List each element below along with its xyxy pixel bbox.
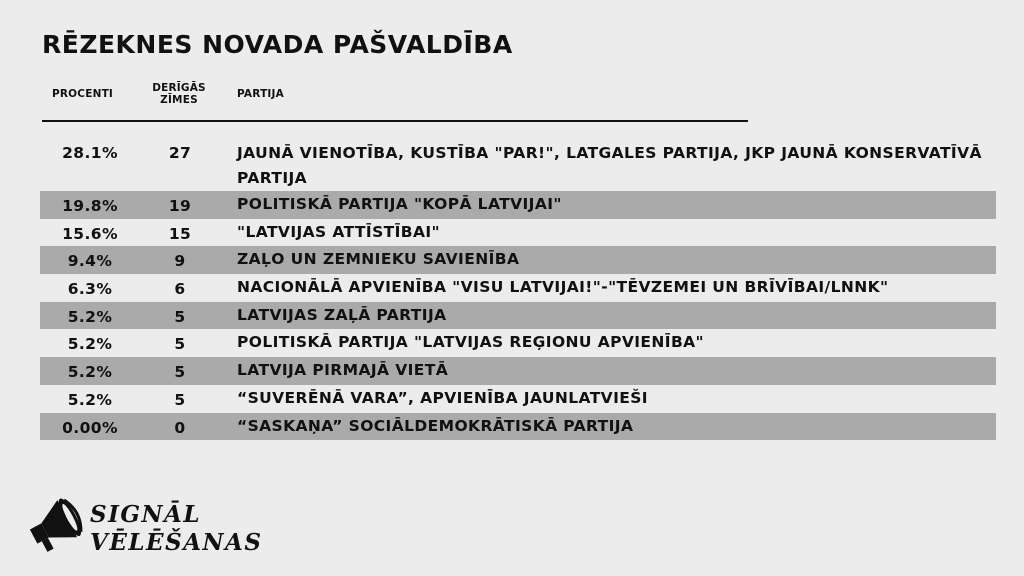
row-valid-votes: 9	[174, 252, 186, 271]
table-row	[40, 385, 996, 413]
row-party: LATVIJAS ZAĻĀ PARTIJA	[237, 305, 447, 324]
row-percent: 0.00%	[62, 418, 118, 437]
row-percent: 5.2%	[67, 335, 113, 354]
header-zimes-line2: ZĪMES	[160, 94, 198, 106]
row-valid-votes: 15	[168, 224, 192, 243]
row-percent: 9.4%	[67, 252, 113, 271]
row-party: ZAĻO UN ZEMNIEKU SAVIENĪBA	[237, 250, 520, 269]
signal-velesanas-logo	[26, 492, 263, 562]
row-valid-votes: 5	[174, 390, 186, 409]
row-valid-votes: 5	[174, 335, 186, 354]
row-valid-votes: 0	[174, 418, 186, 437]
table-row	[40, 357, 996, 385]
row-valid-votes: 6	[174, 280, 186, 299]
page-title: RĒZEKNES NOVADA PAŠVALDĪBA	[42, 30, 513, 59]
header-zimes-line1: DERĪGĀS	[152, 82, 206, 94]
row-percent: 19.8%	[62, 197, 118, 215]
table-row	[40, 140, 996, 191]
header-divider	[42, 120, 748, 122]
row-party: “SASKAŅA” SOCIĀLDEMOKRĀTISKĀ PARTIJA	[237, 416, 634, 435]
row-valid-votes: 5	[174, 307, 186, 326]
row-percent: 5.2%	[67, 390, 113, 409]
row-percent: 28.1%	[62, 144, 118, 162]
table-row	[40, 246, 996, 274]
row-party: LATVIJA PIRMAJĀ VIETĀ	[237, 361, 449, 380]
header-derigas-zimes	[148, 82, 210, 106]
row-percent: 5.2%	[67, 363, 113, 382]
row-valid-votes: 27	[168, 144, 192, 162]
table-row	[40, 302, 996, 330]
table-row	[40, 274, 996, 302]
row-party: JAUNĀ VIENOTĪBA, KUSTĪBA "PAR!", LATGALES PARTIJA, JKP JAUNĀ KONSERVATĪVĀ PARTIJA	[237, 144, 982, 187]
row-percent: 15.6%	[62, 224, 118, 243]
row-party: NACIONĀLĀ APVIENĪBA "VISU LATVIJAI!"-"TĒVZEMEI UN BRĪVĪBAI/LNNK"	[237, 278, 889, 297]
table-row	[40, 219, 996, 247]
row-party: POLITISKĀ PARTIJA "LATVIJAS REĢIONU APVIENĪBA"	[237, 333, 705, 352]
row-valid-votes: 19	[168, 197, 192, 215]
row-party: "LATVIJAS ATTĪSTĪBAI"	[237, 222, 441, 241]
row-party: “SUVERĒNĀ VARA”, APVIENĪBA JAUNLATVIEŠI	[237, 388, 648, 407]
row-percent: 6.3%	[67, 280, 113, 299]
table-row	[40, 413, 996, 441]
logo-text-velesanas: VĒLĒŠANAS	[90, 529, 263, 556]
logo-text-signal: SIGNĀL	[90, 501, 202, 528]
megaphone-icon	[26, 492, 88, 554]
results-table	[40, 140, 996, 440]
header-procenti: PROCENTI	[52, 88, 114, 100]
table-row	[40, 329, 996, 357]
row-party: POLITISKĀ PARTIJA "KOPĀ LATVIJAI"	[237, 195, 562, 213]
row-valid-votes: 5	[174, 363, 186, 382]
table-row	[40, 191, 996, 219]
header-partija: PARTIJA	[237, 88, 284, 100]
row-percent: 5.2%	[67, 307, 113, 326]
